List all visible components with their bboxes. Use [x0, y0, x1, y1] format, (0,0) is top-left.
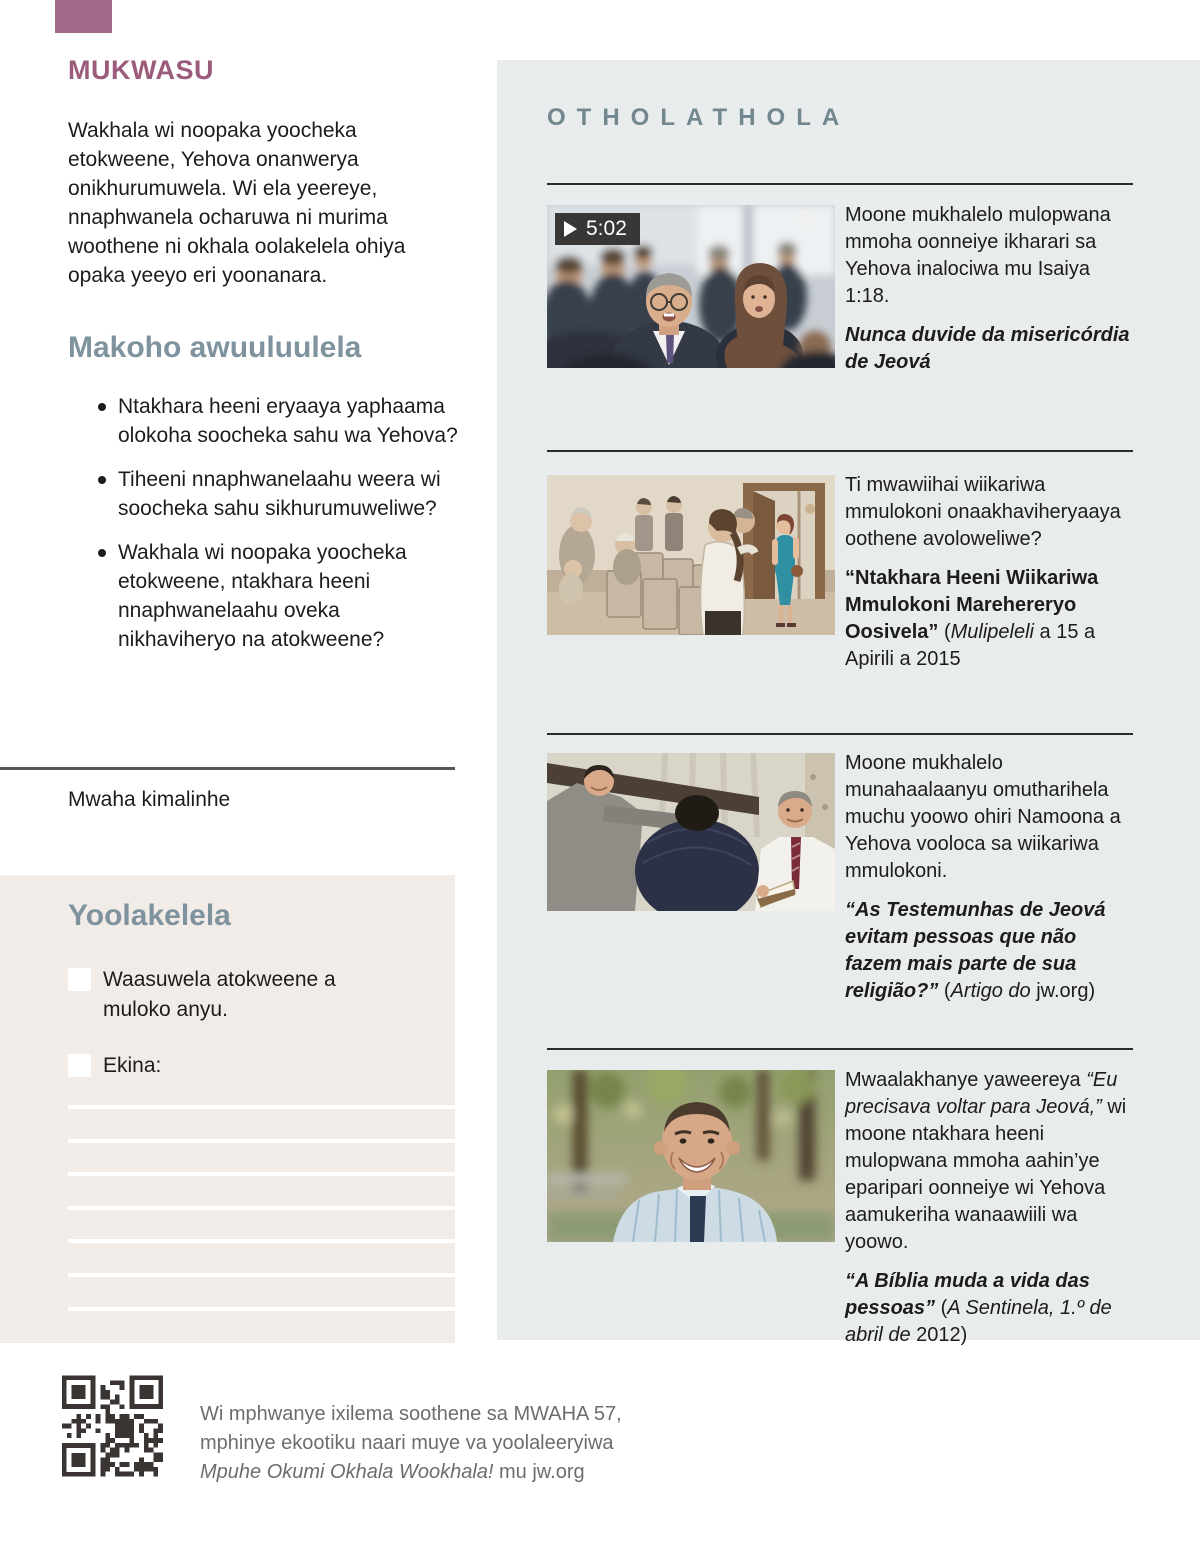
- item-text: [845, 750, 1137, 1017]
- song-line: Mwaha kimalinhe: [68, 788, 231, 811]
- checklist-row: [68, 965, 403, 1025]
- bullet-icon: [98, 549, 106, 557]
- question-text: Tiheeni nnaphwanelaahu weera wi soocheka sahu sikhurumuweliwe?: [118, 468, 441, 520]
- item-body: Mwaalakhanye yaweereya “Eu precisava voltar para Jeová,” wi moone ntakhara heeni mulopwana mmoha aahin’ye eparipari oonneiye wi Yehova aamukeriha wanaawiili wa yoowo.: [845, 1069, 1127, 1253]
- footer-line: Mpuhe Okumi Okhala Wookhala! mu jw.org: [200, 1461, 585, 1483]
- writing-line: [68, 1105, 455, 1109]
- notes-title: Yoolakelela: [68, 899, 231, 932]
- notes-box: [0, 875, 455, 1343]
- item-text: [845, 472, 1137, 685]
- page-title: MUKWASU: [68, 55, 214, 85]
- item-body: Moone mukhalelo munahaalaanyu omutharihela muchu yoowo ohiri Namoona a Yehova vooloca sa wiikariwa mmulokoni.: [845, 752, 1121, 882]
- writing-line: [68, 1172, 455, 1176]
- play-icon: [564, 221, 577, 237]
- qr-code: [62, 1374, 163, 1478]
- questions-title: Makoho awuuluulela: [68, 331, 362, 364]
- writing-line: [68, 1139, 455, 1143]
- item-reference: “As Testemunhas de Jeová evitam pessoas que não fazem mais parte de sua religião?” (Artigo do jw.org): [845, 899, 1106, 1002]
- footer-line: mphinye ekootiku naari muye va yoolaleeryiwa: [200, 1432, 614, 1454]
- item-divider: [547, 450, 1133, 452]
- item-divider: [547, 1048, 1133, 1050]
- item-reference: “A Bíblia muda a vida das pessoas” (A Sentinela, 1.º de abril de 2012): [845, 1270, 1112, 1346]
- question-text: Wakhala wi noopaka yoocheka etokweene, ntakhara heeni nnaphwanelaahu oveka nikhaviheryo na atokweene?: [118, 541, 407, 651]
- item-text: [845, 1067, 1137, 1361]
- bullet-icon: [98, 403, 106, 411]
- item-text: [845, 202, 1137, 388]
- video-thumbnail[interactable]: [547, 205, 835, 368]
- page-edge-tab: [55, 0, 112, 33]
- questions-list: [98, 392, 460, 669]
- question-item: [98, 392, 460, 450]
- writing-line: [68, 1206, 455, 1210]
- bullet-icon: [98, 476, 106, 484]
- footer-line: Wi mphwanye ixilema soothene sa MWAHA 57,: [200, 1403, 622, 1425]
- shepherding-photo: [547, 753, 835, 911]
- section-divider: [0, 767, 455, 770]
- item-body: Ti mwawiihai wiikariwa mmulokoni onaakhaviheryaaya oothene avoloweliwe?: [845, 474, 1121, 550]
- video-duration: 5:02: [586, 217, 627, 240]
- item-divider: [547, 183, 1133, 185]
- question-text: Ntakhara heeni eryaaya yaphaama olokoha soocheka sahu wa Yehova?: [118, 395, 458, 447]
- item-divider: [547, 733, 1133, 735]
- item-body: Moone mukhalelo mulopwana mmoha oonneiye ikharari sa Yehova inalociwa mu Isaiya 1:18.: [845, 204, 1111, 307]
- checkbox[interactable]: [68, 968, 91, 991]
- checklist-label: Waasuwela atokweene a muloko anyu.: [103, 968, 336, 1021]
- footer-note: [200, 1400, 670, 1487]
- writing-line: [68, 1239, 455, 1243]
- contents-panel: [497, 60, 1200, 1346]
- checklist-row: [68, 1051, 403, 1081]
- question-item: [98, 538, 460, 654]
- question-item: [98, 465, 460, 523]
- intro-paragraph: Wakhala wi noopaka yoocheka etokweene, Yehova onanwerya onikhurumuwela. Wi ela yeereye, nnaphwanela ocharuwa ni murima woothene ni okhala oolakelela ohiya opaka yeeyo eri yoonanara.: [68, 119, 406, 287]
- item-reference: Nunca duvide da misericórdia de Jeová: [845, 324, 1130, 373]
- kingdom-hall-illustration: [547, 475, 835, 635]
- smiling-man-photo: [547, 1070, 835, 1242]
- writing-line: [68, 1273, 455, 1277]
- checkbox[interactable]: [68, 1054, 91, 1077]
- panel-title: OTHOLATHOLA: [547, 104, 851, 131]
- checklist-label: Ekina:: [103, 1054, 162, 1077]
- item-reference: “Ntakhara Heeni Wiikariwa Mmulokoni Marehereryo Oosivela” (Mulipeleli a 15 a Apirili a 2015: [845, 567, 1099, 670]
- writing-line: [68, 1307, 455, 1311]
- video-duration-badge: [555, 213, 640, 245]
